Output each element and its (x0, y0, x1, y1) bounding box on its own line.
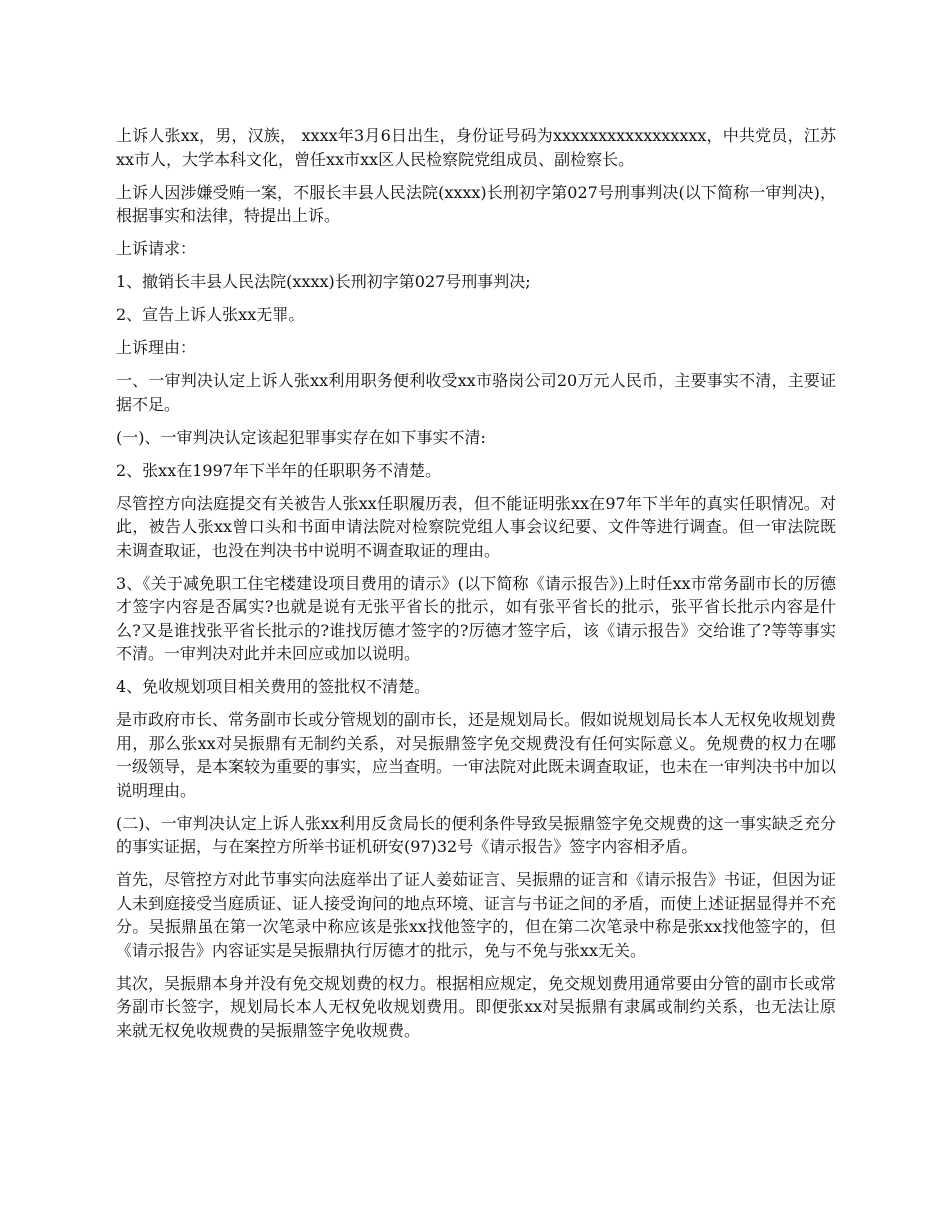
second-argument-paragraph: 其次，吴振鼎本身并没有免交规划费的权力。根据相应规定，免交规划费用通常要由分管的副市长或常务副市长签字，规划局长本人无权免收规划费用。即便张xx对吴振鼎有隶属或制约关系，也无法让原来就无权免收规费的吴振鼎签字免收规费。 (116, 973, 837, 1040)
first-argument-paragraph: 首先，尽管控方对此节事实向法庭举出了证人姜茹证言、吴振鼎的证言和《请示报告》书证，但因为证人未到庭接受当庭质证、证人接受询问的地点环境、证言与书证之间的矛盾，而使上述证据显得并不充分。吴振鼎虽在第一次笔录中称应该是张xx找他签字的，但在第二次笔录中称是张xx找他签字的，但《请示报告》内容证实是吴振鼎执行厉德才的批示，免与不免与张xx无关。 (116, 870, 837, 960)
ground-1-point-4-body: 是市政府市长、常务副市长或分管规划的副市长，还是规划局长。假如说规划局长本人无权免收规划费用，那么张xx对吴振鼎有无制约关系，对吴振鼎签字免交规费没有任何实际意义。免规费的权力在哪一级领导，是本案较为重要的事实，应当查明。一审法院对此既未调查取证，也未在一审判决书中加以说明理由。 (116, 710, 837, 800)
appeal-grounds-heading: 上诉理由： (116, 338, 197, 357)
ground-1-heading: 一、一审判决认定上诉人张xx利用职务便利收受xx市骆岗公司20万元人民币，主要事实不清，主要证据不足。 (116, 371, 836, 414)
ground-1-subheading-1: (一)、一审判决认定该起犯罪事实存在如下事实不清: (116, 427, 486, 447)
appeal-request-item-1: 1、撤销长丰县人民法院(xxxx)长刑初字第027号刑事判决; (116, 272, 531, 291)
appeal-reason-intro-paragraph: 上诉人因涉嫌受贿一案，不服长丰县人民法院(xxxx)长刑初字第027号刑事判决(以下简称一审判决)，根据事实和法律，特提出上诉。 (116, 182, 836, 225)
appeal-request-item-2: 2、宣告上诉人张xx无罪。 (116, 305, 305, 324)
ground-1-point-2-body: 尽管控方向法庭提交有关被告人张xx任职履历表，但不能证明张xx在97年下半年的真实任职情况。对此，被告人张xx曾口头和书面申请法院对检察院党组人事会议纪要、文件等进行调查。但一审法院既未调查取证，也没在判决书中说明不调查取证的理由。 (116, 493, 836, 560)
appellant-info-paragraph: 上诉人张xx，男，汉族， xxxx年3月6日出生，身份证号码为xxxxxxxxxxxxxxxxx，中共党员，江苏xx市人，大学本科文化，曾任xx市xx区人民检察院党组成员、副检察长。 (116, 126, 836, 169)
ground-1-point-2-heading: 2、张xx在1997年下半年的任职职务不清楚。 (116, 460, 441, 480)
ground-1-point-3-body: 3、《关于减免职工住宅楼建设项目费用的请示》(以下简称《请示报告》)上时任xx市常务副市长的厉德才签字内容是否属实?也就是说有无张平省长的批示，如有张平省长的批示，张平省长批示内容是什么?又是谁找张平省长批示的?谁找厉德才签字的?厉德才签字后，该《请示报告》交给谁了?等等事实不清。一审判决对此并未回应或加以说明。 (116, 573, 836, 663)
ground-1-point-4-heading: 4、免收规划项目相关费用的签批权不清楚。 (116, 677, 431, 696)
appeal-request-heading: 上诉请求： (116, 239, 197, 258)
ground-1-subheading-2: (二)、一审判决认定上诉人张xx利用反贪局长的便利条件导致吴振鼎签字免交规费的这一事实缺乏充分的事实证据，与在案控方所举书证机研安(97)32号《请示报告》签字内容相矛盾。 (116, 813, 836, 856)
